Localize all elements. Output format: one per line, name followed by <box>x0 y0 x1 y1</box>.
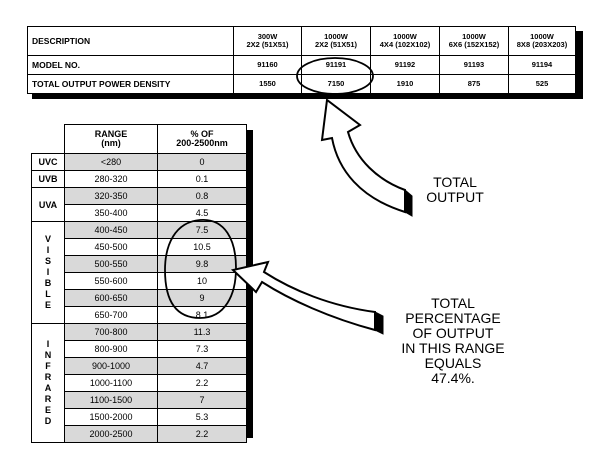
range-cell: 700-800 <box>65 324 158 341</box>
range-cell: <280 <box>65 154 158 171</box>
percent-cell: 2.2 <box>158 426 247 443</box>
total-output-callout: TOTAL OUTPUT <box>426 174 484 205</box>
percent-cell: 2.2 <box>158 375 247 392</box>
percent-cell: 4.5 <box>158 205 247 222</box>
range-cell: 1100-1500 <box>65 392 158 409</box>
percent-cell: 7.3 <box>158 341 247 358</box>
percent-cell: 11.3 <box>158 324 247 341</box>
highlight-circle-output <box>297 58 373 94</box>
power-value: 1550 <box>234 75 302 94</box>
percent-cell: 5.3 <box>158 409 247 426</box>
range-cell: 450-500 <box>65 239 158 256</box>
power-value: 525 <box>509 75 576 94</box>
range-cell: 350-400 <box>65 205 158 222</box>
range-cell: 900-1000 <box>65 358 158 375</box>
range-cell: 400-450 <box>65 222 158 239</box>
highlight-circle-visible <box>165 220 236 318</box>
range-cell: 1000-1100 <box>65 375 158 392</box>
percent-cell: 9 <box>158 290 247 307</box>
percent-cell: 0.1 <box>158 171 247 188</box>
model-value: 91191 <box>302 56 371 75</box>
range-cell: 500-550 <box>65 256 158 273</box>
range-cell: 280-320 <box>65 171 158 188</box>
band-label: I N F R A R E D <box>32 324 65 443</box>
range-header: RANGE (nm) <box>65 125 158 154</box>
percent-cell: 7 <box>158 392 247 409</box>
percent-cell: 10.5 <box>158 239 247 256</box>
column-header: 1000W 4X4 (102X102) <box>371 27 440 56</box>
percent-cell: 9.8 <box>158 256 247 273</box>
percent-cell: 10 <box>158 273 247 290</box>
percent-cell: 7.5 <box>158 222 247 239</box>
range-cell: 320-350 <box>65 188 158 205</box>
range-cell: 800-900 <box>65 341 158 358</box>
column-header: 300W 2X2 (51X51) <box>234 27 302 56</box>
percent-header: % OF 200-2500nm <box>158 125 247 154</box>
range-cell: 2000-2500 <box>65 426 158 443</box>
range-cell: 550-600 <box>65 273 158 290</box>
band-label: UVA <box>32 188 65 222</box>
power-value: 7150 <box>302 75 371 94</box>
percent-cell: 4.7 <box>158 358 247 375</box>
column-header: 1000W 2X2 (51X51) <box>302 27 371 56</box>
description-header: DESCRIPTION <box>28 27 234 56</box>
band-label: UVC <box>32 154 65 171</box>
model-value: 91192 <box>371 56 440 75</box>
band-label: UVB <box>32 171 65 188</box>
power-density-label: TOTAL OUTPUT POWER DENSITY <box>28 75 234 94</box>
power-value: 1910 <box>371 75 440 94</box>
model-value: 91194 <box>509 56 576 75</box>
power-value: 875 <box>440 75 509 94</box>
arrow-total-output <box>322 100 405 212</box>
column-header: 1000W 8X8 (203X203) <box>509 27 576 56</box>
range-cell: 1500-2000 <box>65 409 158 426</box>
model-value: 91160 <box>234 56 302 75</box>
model-label: MODEL NO. <box>28 56 234 75</box>
arrow-total-percentage <box>233 262 375 330</box>
range-cell: 600-650 <box>65 290 158 307</box>
range-cell: 650-700 <box>65 307 158 324</box>
model-value: 91193 <box>440 56 509 75</box>
percent-cell: 8.1 <box>158 307 247 324</box>
percent-cell: 0.8 <box>158 188 247 205</box>
total-percentage-callout: TOTAL PERCENTAGE OF OUTPUT IN THIS RANGE EQUALS 47.4%. <box>401 295 505 386</box>
band-label: V I S I B L E <box>32 222 65 324</box>
percent-cell: 0 <box>158 154 247 171</box>
column-header: 1000W 6X6 (152X152) <box>440 27 509 56</box>
